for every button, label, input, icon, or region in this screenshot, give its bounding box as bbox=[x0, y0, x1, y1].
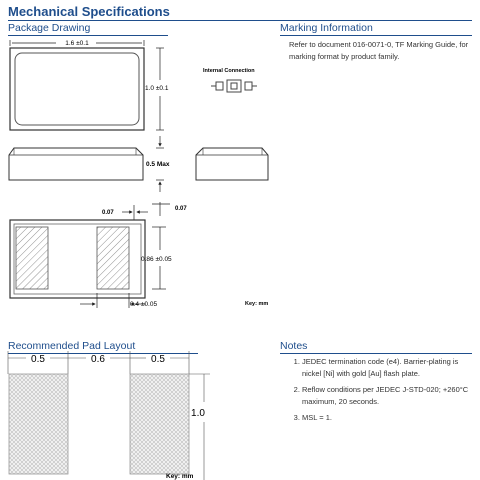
pad-dim-right-label: 0.5 bbox=[151, 354, 165, 365]
bottom-pad-left bbox=[16, 227, 48, 289]
height-dim-label: 0.5 Max bbox=[146, 161, 170, 168]
gap-right-dim-label: 0.07 bbox=[175, 206, 187, 212]
notes-heading: Notes bbox=[280, 340, 308, 352]
pad-height-dim-label: 0.86 ±0.05 bbox=[141, 256, 172, 263]
notes-underline bbox=[280, 353, 472, 354]
pad-dim-gap-label: 0.6 bbox=[91, 354, 105, 365]
pad-layout-key: Key: mm bbox=[166, 473, 194, 480]
pad-height-label: 1.0 bbox=[191, 408, 205, 419]
pad-layout-heading: Recommended Pad Layout bbox=[8, 340, 136, 352]
page-title: Mechanical Specifications bbox=[8, 4, 170, 19]
pad-right bbox=[130, 374, 189, 474]
package-drawing-heading: Package Drawing bbox=[8, 22, 91, 34]
bottom-pad-right bbox=[97, 227, 129, 289]
internal-connection-label: Internal Connection bbox=[203, 68, 255, 74]
pad-width-dim-label: 0.4 ±0.05 bbox=[130, 301, 158, 308]
pad-layout-figure bbox=[0, 348, 280, 480]
side-view-left bbox=[9, 148, 143, 180]
pad-left bbox=[9, 374, 68, 474]
marking-text: Refer to document 016-0071-0, TF Marking Guide, for marking format by product family. bbox=[289, 40, 469, 61]
pad-dim-left-label: 0.5 bbox=[31, 354, 45, 365]
side-view-right bbox=[196, 148, 268, 180]
note-item: 3. MSL = 1. bbox=[302, 412, 474, 424]
width-dim-label: 1.0 ±0.1 bbox=[145, 85, 169, 92]
gap-left-dim-label: 0.07 bbox=[102, 210, 114, 216]
drawing-key: Key: mm bbox=[245, 301, 269, 307]
notes-list bbox=[286, 356, 474, 424]
top-view-outline bbox=[10, 48, 144, 130]
note-item: 1. JEDEC termination code (e4). Barrier-plating is nickel [Ni] with gold [Au] flash plate. bbox=[302, 356, 474, 380]
internal-connection-symbol bbox=[211, 80, 257, 92]
note-item: 2. Reflow conditions per JEDEC J-STD-020; +260°C maximum, 20 seconds. bbox=[302, 384, 474, 408]
notes-body bbox=[286, 356, 474, 428]
marking-heading: Marking Information bbox=[280, 22, 373, 34]
length-dim-label: 1.6 ±0.1 bbox=[65, 40, 89, 47]
